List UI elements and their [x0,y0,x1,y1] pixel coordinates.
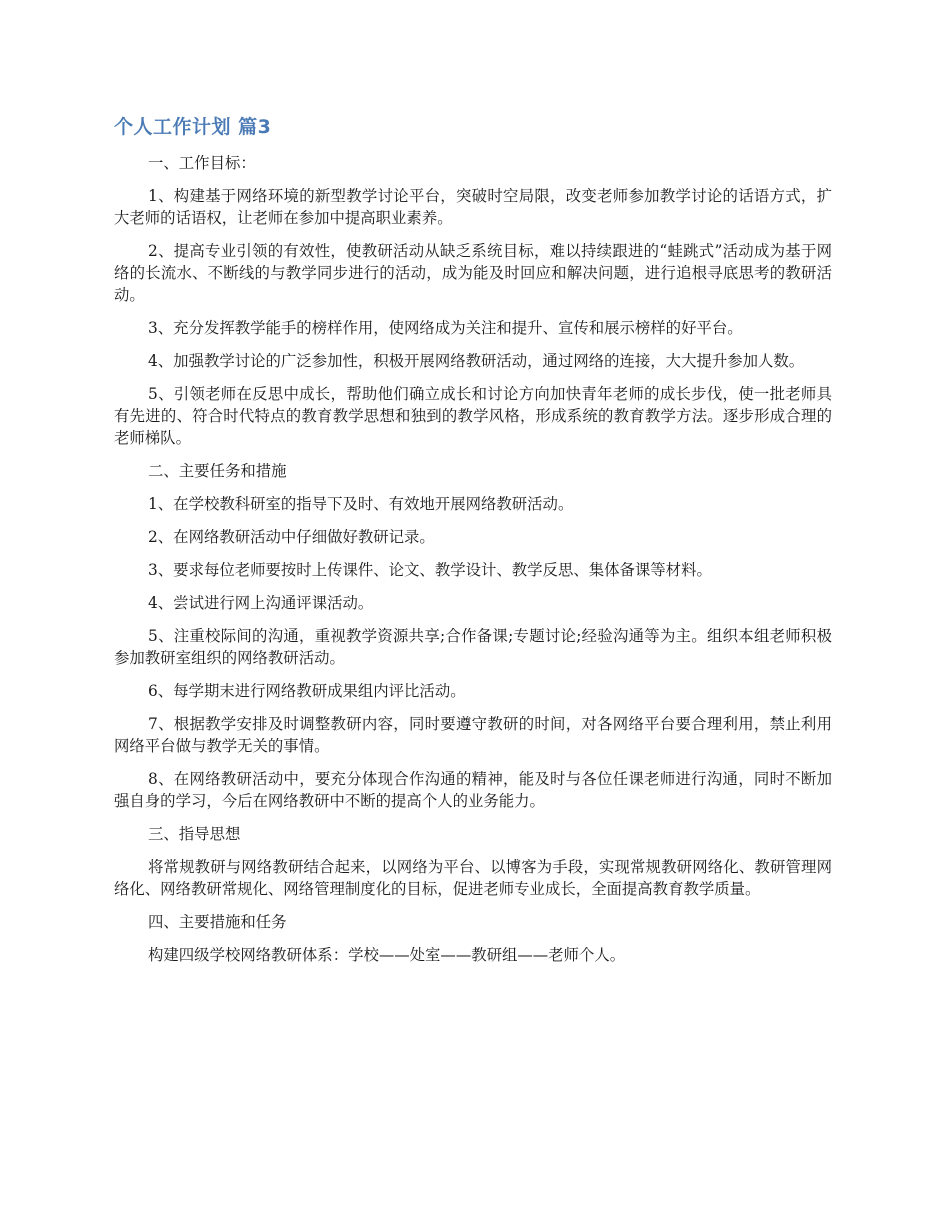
heading-measures: 四、主要措施和任务 [148,913,287,931]
document-title: 个人工作计划 篇3 [114,116,272,138]
measures-text: 构建四级学校网络教研体系：学校——处室——教研组——老师个人。 [148,946,626,964]
guiding-ideas-text: 将常规教研与网络教研结合起来，以网络为平台、以博客为手段，实现常规教研网络化、教研管理网络化、网络教研常规化、网络管理制度化的目标，促进老师专业成长，全面提高教育教学质量。 [114,858,832,898]
task-item: 6、每学期末进行网络教研成果组内评比活动。 [148,682,466,700]
task-item: 1、在学校教科研室的指导下及时、有效地开展网络教研活动。 [148,495,574,513]
goal-item: 2、提高专业引领的有效性，使教研活动从缺乏系统目标，难以持续跟进的“蛙跳式”活动成为基于网络的长流水、不断线的与教学同步进行的活动，成为能及时回应和解决问题，进行追根寻底思考的教研活动。 [114,242,832,304]
task-item: 2、在网络教研活动中仔细做好教研记录。 [148,528,435,546]
task-item: 3、要求每位老师要按时上传课件、论文、教学设计、教学反思、集体备课等材料。 [148,561,712,579]
document-body [114,152,832,977]
goal-item: 3、充分发挥教学能手的榜样作用，使网络成为关注和提升、宣传和展示榜样的好平台。 [148,319,743,337]
goal-item: 5、引领老师在反思中成长，帮助他们确立成长和讨论方向加快青年老师的成长步伐，使一批老师具有先进的、符合时代特点的教育教学思想和独到的教学风格，形成系统的教育教学方法。逐步形成合理的老师梯队。 [114,385,832,447]
task-item: 7、根据教学安排及时调整教研内容，同时要遵守教研的时间，对各网络平台要合理利用，禁止利用网络平台做与教学无关的事情。 [114,715,832,755]
task-item: 8、在网络教研活动中，要充分体现合作沟通的精神，能及时与各位任课老师进行沟通，同时不断加强自身的学习，今后在网络教研中不断的提高个人的业务能力。 [114,770,832,810]
heading-guiding-ideas: 三、指导思想 [148,825,241,843]
heading-goals: 一、工作目标： [148,154,256,172]
heading-tasks: 二、主要任务和措施 [148,462,287,480]
task-item: 5、注重校际间的沟通，重视教学资源共享;合作备课;专题讨论;经验沟通等为主。组织本组老师积极参加教研室组织的网络教研活动。 [114,627,832,667]
task-item: 4、尝试进行网上沟通评课活动。 [148,594,374,612]
goal-item: 1、构建基于网络环境的新型教学讨论平台，突破时空局限，改变老师参加教学讨论的话语方式，扩大老师的话语权，让老师在参加中提高职业素养。 [114,187,832,227]
goal-item: 4、加强教学讨论的广泛参加性，积极开展网络教研活动，通过网络的连接，大大提升参加人数。 [148,352,805,370]
